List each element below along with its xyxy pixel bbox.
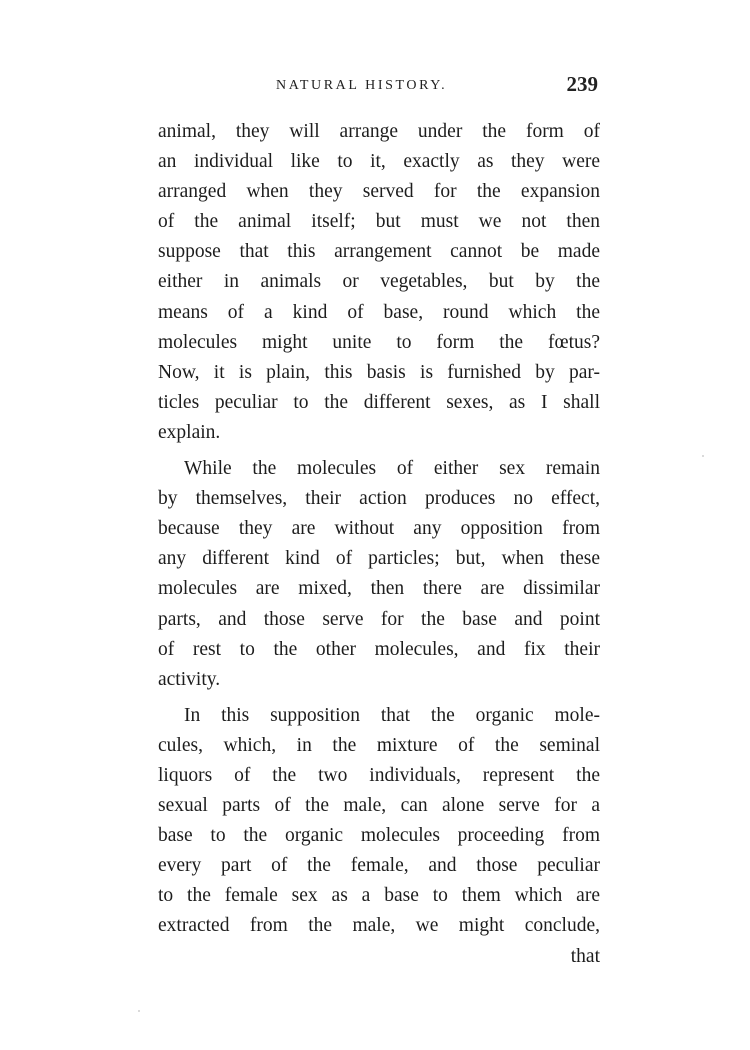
text-line: an individual like to it, exactly as they were xyxy=(158,151,600,173)
paragraph xyxy=(158,701,600,942)
text-line: extracted from the male, we might conclude, xyxy=(158,915,600,937)
text-line: molecules are mixed, then there are dissimilar xyxy=(158,578,600,600)
text-line: by themselves, their action produces no effect, xyxy=(158,488,600,510)
paragraph xyxy=(158,117,600,448)
text-line: Now, it is plain, this basis is furnished by par- xyxy=(158,361,600,383)
text-line: While the molecules of either sex remain xyxy=(184,458,600,480)
paragraph xyxy=(158,454,600,695)
running-head xyxy=(158,74,598,104)
text-line: explain. xyxy=(158,421,221,443)
catchword: that xyxy=(570,945,600,967)
text-line: liquors of the two individuals, represent the xyxy=(158,764,600,786)
paper-speck xyxy=(702,455,704,457)
text-line: suppose that this arrangement cannot be made xyxy=(158,241,600,263)
text-line: every part of the female, and those peculiar xyxy=(158,855,600,877)
text-line: any different kind of particles; but, when these xyxy=(158,548,600,570)
text-line: parts, and those serve for the base and point xyxy=(158,608,600,630)
text-line: either in animals or vegetables, but by the xyxy=(158,271,600,293)
text-line: In this supposition that the organic mole- xyxy=(184,704,600,726)
text-line: molecules might unite to form the fœtus? xyxy=(158,331,600,353)
page-number: 239 xyxy=(566,72,598,96)
text-line: means of a kind of base, round which the xyxy=(158,301,600,323)
text-line: sexual parts of the male, can alone serve for a xyxy=(158,795,600,817)
running-title: NATURAL HISTORY. xyxy=(276,78,448,93)
text-line: cules, which, in the mixture of the seminal xyxy=(158,734,600,756)
text-line: arranged when they served for the expansion xyxy=(158,181,600,203)
text-line: animal, they will arrange under the form of xyxy=(158,121,600,142)
text-line: of rest to the other molecules, and fix their xyxy=(158,638,600,660)
text-line: ticles peculiar to the different sexes, as I shall xyxy=(158,391,600,413)
text-line: of the animal itself; but must we not then xyxy=(158,211,600,233)
text-line: to the female sex as a base to them which are xyxy=(158,885,600,907)
paper-speck xyxy=(138,1010,140,1012)
text-line: base to the organic molecules proceeding from xyxy=(158,825,600,847)
text-line: activity. xyxy=(158,668,221,690)
body-text xyxy=(158,117,600,972)
text-line: because they are without any opposition from xyxy=(158,518,600,540)
